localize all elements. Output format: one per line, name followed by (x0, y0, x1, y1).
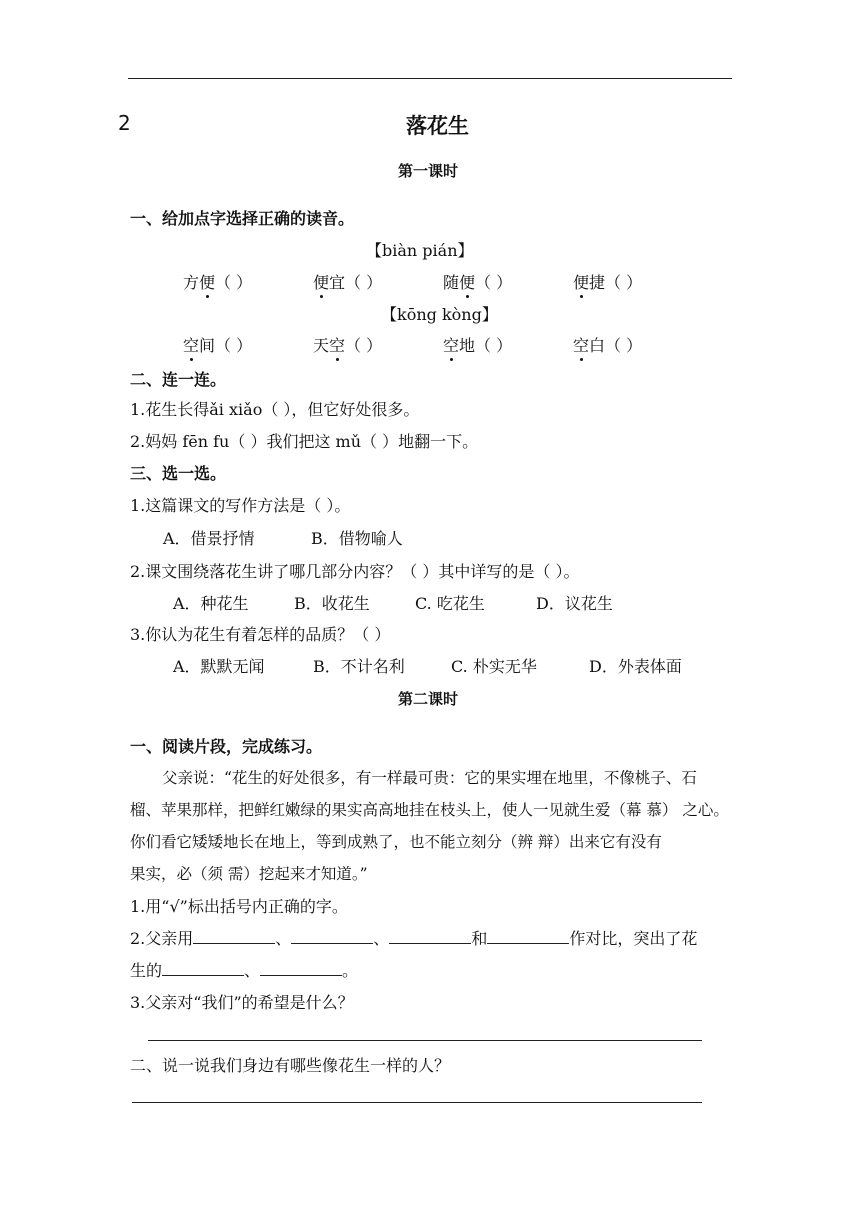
pinyin-options-kong: 【kōng kòng】 (381, 305, 498, 324)
q3-s3-option-d: D．外表体面 (589, 657, 682, 676)
char-item-pianyi: 便宜（ ） (313, 270, 382, 293)
char-item-bianjie: 便捷（ ） (573, 270, 642, 293)
char-item-kongdi: 空地（ ） (443, 333, 512, 356)
lesson-number: 2 (118, 111, 131, 135)
q3-s3-question: 3.你认为花生有着怎样的品质？（ ） (130, 625, 391, 644)
char-item-suibian: 随便（ ） (443, 270, 512, 293)
q3-s3-option-c: C. 朴实无华 (451, 657, 537, 676)
answer-line-task3[interactable] (148, 1040, 702, 1041)
q3-s2-option-d: D．议花生 (536, 594, 613, 613)
answer-blank[interactable] (193, 929, 275, 944)
q3-s1-option-b: B．借物喻人 (311, 529, 403, 548)
q2-heading: 二、连一连。 (130, 370, 227, 389)
part2-heading: 第二课时 (398, 690, 459, 708)
q3-s2-option-a: A．种花生 (173, 594, 249, 613)
answer-blank[interactable] (291, 929, 373, 944)
q3-s1-question: 1.这篇课文的写作方法是（ ）。 (130, 496, 351, 515)
q2-line2: 2.妈妈 fēn fu（ ）我们把这 mǔ（ ）地翻一下。 (130, 432, 479, 451)
q3-s2-option-c: C. 吃花生 (415, 594, 485, 613)
q3-s2-option-b: B．收花生 (294, 594, 370, 613)
reading-heading: 一、阅读片段，完成练习。 (130, 737, 323, 756)
answer-line-discussion[interactable] (132, 1102, 702, 1103)
q3-s2-question: 2.课文围绕落花生讲了哪几部分内容？（ ）其中详写的是（ ）。 (130, 562, 580, 581)
task-1: 1.用“√”标出括号内正确的字。 (130, 897, 348, 916)
header-rule (128, 78, 732, 79)
answer-blank[interactable] (389, 929, 471, 944)
q3-heading: 三、选一选。 (130, 464, 227, 483)
char-item-kongbai: 空白（ ） (573, 333, 642, 356)
task-2-line1: 2.父亲用 、 、 和 作对比，突出了花 (130, 929, 698, 948)
page-title: 落花生 (406, 114, 469, 138)
part1-heading: 第一课时 (398, 162, 459, 180)
task-2-line2: 生的 、 。 (130, 961, 359, 980)
char-item-kongjian: 空间（ ） (183, 333, 252, 356)
passage-line-2: 榴、苹果那样，把鲜红嫩绿的果实高高地挂在枝头上，使人一见就生爱（幕 慕） 之心。 (130, 801, 729, 819)
q3-s1-option-a: A．借景抒情 (163, 529, 255, 548)
q2-line1: 1.花生长得ǎi xiǎo（ ），但它好处很多。 (130, 400, 420, 419)
answer-blank[interactable] (260, 961, 342, 976)
discussion-question: 二、说一说我们身边有哪些像花生一样的人？ (130, 1056, 451, 1075)
answer-blank[interactable] (487, 929, 569, 944)
q3-s3-option-b: B．不计名利 (313, 657, 405, 676)
answer-blank[interactable] (162, 961, 244, 976)
passage-line-4: 果实，必（须 需）挖起来才知道。” (130, 865, 368, 883)
q3-s3-option-a: A．默默无闻 (173, 657, 265, 676)
char-item-fangbian: 方便（ ） (183, 270, 252, 293)
passage-line-3: 你们看它矮矮地长在地上，等到成熟了，也不能立刻分（辨 辩）出来它有没有 (130, 833, 662, 851)
passage-line-1: 父亲说：“花生的好处很多，有一样最可贵：它的果实埋在地里，不像桃子、石 (162, 769, 697, 787)
char-item-tiankong: 天空（ ） (313, 333, 382, 356)
q1-heading: 一、给加点字选择正确的读音。 (130, 209, 355, 228)
task-3: 3.父亲对“我们”的希望是什么？ (130, 993, 354, 1012)
pinyin-options-bian: 【biàn pián】 (366, 241, 474, 260)
